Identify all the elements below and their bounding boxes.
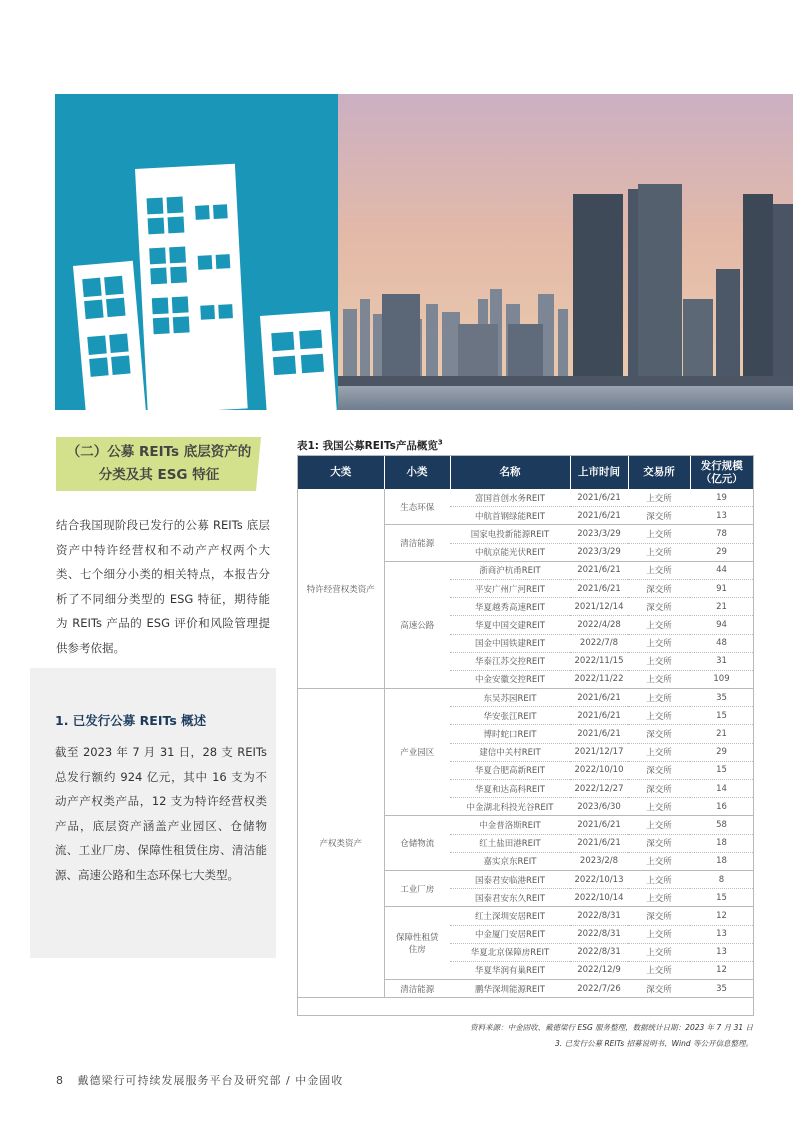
fund-name-cell: 鹏华深圳能源REIT	[450, 980, 570, 998]
size-cell: 16	[690, 798, 753, 816]
size-cell: 13	[690, 943, 753, 961]
overview-title: 1. 已发行公募 REITs 概述	[55, 713, 207, 728]
size-cell: 19	[690, 489, 753, 507]
listing-date-cell: 2021/12/14	[570, 598, 628, 616]
section-title	[56, 441, 262, 487]
exchange-cell: 深交所	[628, 507, 690, 525]
page-number: 8	[56, 1074, 64, 1087]
listing-date-cell: 2022/8/31	[570, 943, 628, 961]
building-icon	[55, 94, 338, 410]
exchange-cell: 上交所	[628, 961, 690, 979]
size-cell: 8	[690, 870, 753, 888]
fund-name-cell: 浙商沪杭甬REIT	[450, 561, 570, 579]
fund-name-cell: 华泰江苏交控REIT	[450, 652, 570, 670]
exchange-cell: 上交所	[628, 798, 690, 816]
fund-name-cell: 华夏越秀高速REIT	[450, 598, 570, 616]
table-row	[298, 689, 753, 707]
size-cell: 94	[690, 616, 753, 634]
exchange-cell: 上交所	[628, 889, 690, 907]
size-cell: 12	[690, 907, 753, 925]
size-cell: 13	[690, 507, 753, 525]
exchange-cell: 上交所	[628, 670, 690, 688]
exchange-cell: 深交所	[628, 725, 690, 743]
reits-table	[297, 455, 754, 1016]
exchange-cell: 上交所	[628, 707, 690, 725]
header-listing-date: 上市时间	[570, 456, 628, 489]
size-cell: 48	[690, 634, 753, 652]
size-cell: 15	[690, 761, 753, 779]
exchange-cell: 上交所	[628, 652, 690, 670]
fund-name-cell: 国泰君安临港REIT	[450, 870, 570, 888]
exchange-cell: 上交所	[628, 634, 690, 652]
exchange-cell: 上交所	[628, 543, 690, 561]
overview-body: 截至 2023 年 7 月 31 日，28 支 REITs 总发行额约 924 亿元，其中 16 支为不动产产权类产品，12 支为特许经营权类产品，底层资产涵盖产业园区、仓储物流、工业厂房、保障性租赁住房、清洁能源、高速公路和生态环保七大类型。	[55, 745, 267, 882]
subcategory-cell: 生态环保	[384, 489, 450, 525]
listing-date-cell: 2022/12/27	[570, 780, 628, 798]
exchange-cell: 上交所	[628, 489, 690, 507]
listing-date-cell: 2021/6/21	[570, 561, 628, 579]
listing-date-cell: 2021/6/21	[570, 725, 628, 743]
header-name: 名称	[450, 456, 570, 489]
subcategory-cell: 清洁能源	[384, 525, 450, 561]
fund-name-cell: 平安广州广河REIT	[450, 579, 570, 597]
size-cell: 15	[690, 707, 753, 725]
listing-date-cell: 2022/10/10	[570, 761, 628, 779]
exchange-cell: 上交所	[628, 743, 690, 761]
size-cell: 29	[690, 743, 753, 761]
size-cell: 14	[690, 780, 753, 798]
listing-date-cell: 2022/12/9	[570, 961, 628, 979]
skyline-image	[338, 94, 793, 410]
listing-date-cell: 2022/8/31	[570, 925, 628, 943]
listing-date-cell: 2023/2/8	[570, 852, 628, 870]
subcategory-cell: 清洁能源	[384, 980, 450, 998]
size-cell: 31	[690, 652, 753, 670]
listing-date-cell: 2021/6/21	[570, 707, 628, 725]
subcategory-cell: 保障性租赁住房	[384, 907, 450, 980]
header-subcategory: 小类	[384, 456, 450, 489]
exchange-cell: 深交所	[628, 761, 690, 779]
category-cell: 产权类资产	[298, 689, 384, 998]
fund-name-cell: 中航首钢绿能REIT	[450, 507, 570, 525]
intro-paragraph: 结合我国现阶段已发行的公募 REITs 底层资产中特许经营权和不动产产权两个大类、七个细分小类的相关特点，本报告分析了不同细分类型的 ESG 特征，期待能为 REITs 产品的 ESG 评价和风险管理提供参考依据。	[56, 518, 270, 655]
size-cell: 21	[690, 598, 753, 616]
fund-name-cell: 富国首创水务REIT	[450, 489, 570, 507]
fund-name-cell: 博时蛇口REIT	[450, 725, 570, 743]
exchange-cell: 上交所	[628, 616, 690, 634]
listing-date-cell: 2021/6/21	[570, 689, 628, 707]
fund-name-cell: 国家电投新能源REIT	[450, 525, 570, 543]
exchange-cell: 上交所	[628, 525, 690, 543]
fund-name-cell: 红土盐田港REIT	[450, 834, 570, 852]
fund-name-cell: 中金普洛斯REIT	[450, 816, 570, 834]
building-graphic-panel	[55, 94, 338, 410]
exchange-cell: 深交所	[628, 907, 690, 925]
fund-name-cell: 华夏合肥高新REIT	[450, 761, 570, 779]
fund-name-cell: 东吴苏园REIT	[450, 689, 570, 707]
source-note: 资料来源：中金固收、戴德梁行 ESG 服务整理，数据统计日期：2023 年 7 月 31 日	[470, 1023, 753, 1032]
fund-name-cell: 红土深圳安居REIT	[450, 907, 570, 925]
exchange-cell: 上交所	[628, 561, 690, 579]
section-title-line1: （二）公募 REITs 底层资产的	[66, 444, 252, 460]
listing-date-cell: 2023/3/29	[570, 543, 628, 561]
fund-name-cell: 中金安徽交控REIT	[450, 670, 570, 688]
size-cell: 18	[690, 834, 753, 852]
category-cell: 特许经营权类资产	[298, 489, 384, 689]
listing-date-cell: 2022/7/26	[570, 980, 628, 998]
header-size: 发行规模（亿元）	[690, 456, 753, 489]
size-cell: 15	[690, 889, 753, 907]
listing-date-cell: 2022/8/31	[570, 907, 628, 925]
size-cell: 18	[690, 852, 753, 870]
listing-date-cell: 2023/6/30	[570, 798, 628, 816]
subcategory-cell: 高速公路	[384, 561, 450, 688]
exchange-cell: 上交所	[628, 943, 690, 961]
listing-date-cell: 2021/12/17	[570, 743, 628, 761]
source-notes	[470, 1020, 753, 1052]
size-cell: 58	[690, 816, 753, 834]
listing-date-cell: 2021/6/21	[570, 579, 628, 597]
size-cell: 91	[690, 579, 753, 597]
exchange-cell: 深交所	[628, 980, 690, 998]
subcategory-cell: 产业园区	[384, 689, 450, 816]
fund-name-cell: 国金中国铁建REIT	[450, 634, 570, 652]
fund-name-cell: 华夏和达高科REIT	[450, 780, 570, 798]
listing-date-cell: 2021/6/21	[570, 816, 628, 834]
fund-name-cell: 国泰君安东久REIT	[450, 889, 570, 907]
size-cell: 109	[690, 670, 753, 688]
section-title-line2: 分类及其 ESG 特征	[98, 467, 220, 483]
table-caption-footnote: 3	[437, 438, 443, 447]
listing-date-cell: 2021/6/21	[570, 489, 628, 507]
listing-date-cell: 2021/6/21	[570, 834, 628, 852]
exchange-cell: 深交所	[628, 579, 690, 597]
listing-date-cell: 2023/3/29	[570, 525, 628, 543]
exchange-cell: 上交所	[628, 816, 690, 834]
listing-date-cell: 2021/6/21	[570, 507, 628, 525]
city-skyline-photo	[338, 94, 793, 410]
footer-text: 戴德梁行可持续发展服务平台及研究部 / 中金固收	[77, 1074, 344, 1087]
fund-name-cell: 中金厦门安居REIT	[450, 925, 570, 943]
exchange-cell: 深交所	[628, 834, 690, 852]
table-caption	[297, 438, 443, 453]
fund-name-cell: 中金湖北科投光谷REIT	[450, 798, 570, 816]
listing-date-cell: 2022/11/15	[570, 652, 628, 670]
size-cell: 35	[690, 980, 753, 998]
fund-name-cell: 嘉实京东REIT	[450, 852, 570, 870]
table-row	[298, 489, 753, 507]
size-cell: 44	[690, 561, 753, 579]
header-category: 大类	[298, 456, 384, 489]
size-cell: 78	[690, 525, 753, 543]
subcategory-cell: 仓储物流	[384, 816, 450, 871]
size-cell: 29	[690, 543, 753, 561]
table-caption-text: 表1: 我国公募REITs产品概览	[297, 440, 438, 452]
listing-date-cell: 2022/10/14	[570, 889, 628, 907]
footnote-3: 3. 已发行公募 REITs 招募说明书、Wind 等公开信息整理。	[555, 1039, 753, 1048]
header-exchange: 交易所	[628, 456, 690, 489]
listing-date-cell: 2022/7/8	[570, 634, 628, 652]
fund-name-cell: 华安张江REIT	[450, 707, 570, 725]
size-cell: 21	[690, 725, 753, 743]
subcategory-cell: 工业厂房	[384, 870, 450, 906]
listing-date-cell: 2022/11/22	[570, 670, 628, 688]
size-cell: 12	[690, 961, 753, 979]
exchange-cell: 深交所	[628, 598, 690, 616]
fund-name-cell: 华夏北京保障房REIT	[450, 943, 570, 961]
size-cell: 13	[690, 925, 753, 943]
table-header-row	[298, 456, 753, 489]
fund-name-cell: 建信中关村REIT	[450, 743, 570, 761]
page-footer	[56, 1072, 343, 1088]
listing-date-cell: 2022/4/28	[570, 616, 628, 634]
size-cell: 35	[690, 689, 753, 707]
exchange-cell: 上交所	[628, 870, 690, 888]
hero-banner	[55, 94, 793, 410]
exchange-cell: 上交所	[628, 925, 690, 943]
fund-name-cell: 华夏华润有巢REIT	[450, 961, 570, 979]
exchange-cell: 上交所	[628, 689, 690, 707]
fund-name-cell: 华夏中国交建REIT	[450, 616, 570, 634]
listing-date-cell: 2022/10/13	[570, 870, 628, 888]
fund-name-cell: 中航京能光伏REIT	[450, 543, 570, 561]
exchange-cell: 深交所	[628, 780, 690, 798]
exchange-cell: 上交所	[628, 852, 690, 870]
